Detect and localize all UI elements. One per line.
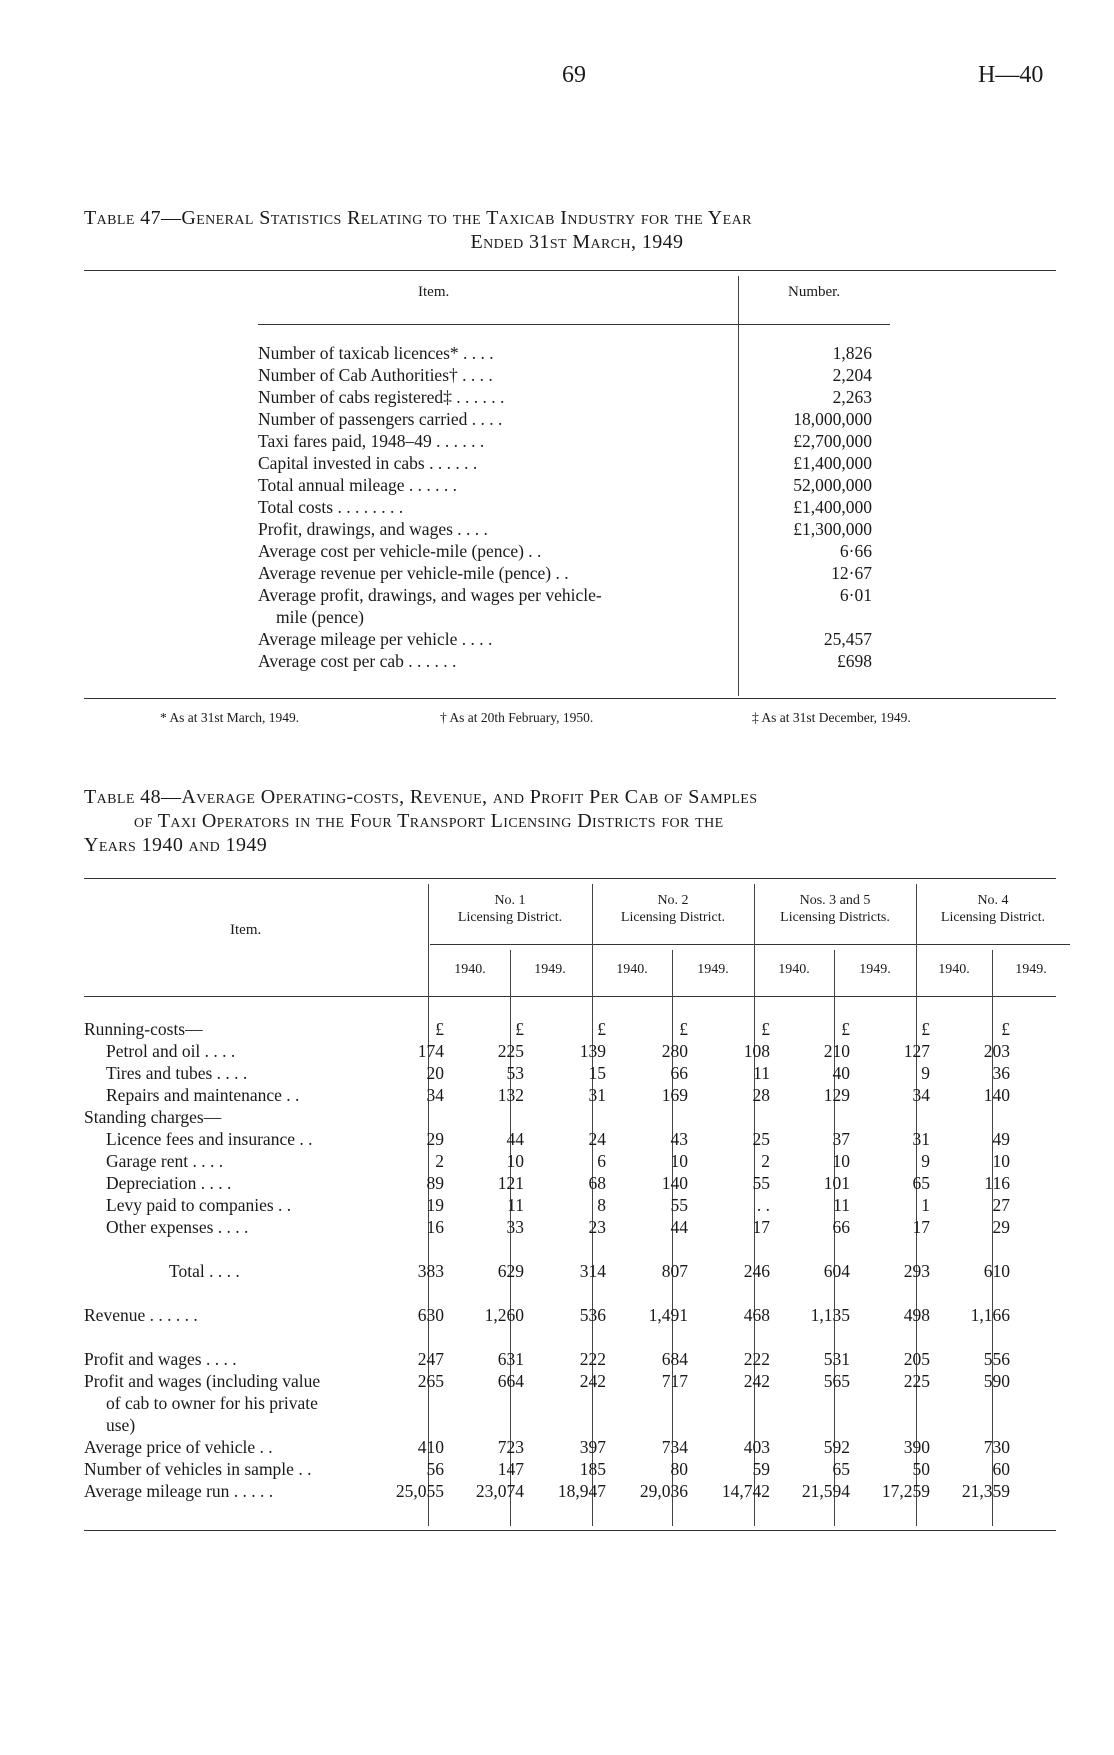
table48-top-rule [84, 878, 1056, 879]
table48-cell: 11 [833, 1195, 850, 1215]
table47-row-label: Total annual mileage . . . . . . [258, 475, 457, 495]
table48-cell: 60 [992, 1459, 1010, 1479]
table48-cell: 33 [506, 1217, 524, 1237]
table47-row-value: £698 [837, 651, 872, 671]
table48-cell: 15 [588, 1063, 606, 1083]
table48-cell: 630 [417, 1305, 444, 1325]
table48-cell: 56 [426, 1459, 444, 1479]
table48-cell: 17,259 [881, 1481, 930, 1501]
table48-cell: 59 [752, 1459, 770, 1479]
table47-row-label: Number of taxicab licences* . . . . [258, 343, 494, 363]
table47-row-value: 6·66 [839, 541, 872, 561]
table47-row-label: Average revenue per vehicle-mile (pence) . . [258, 563, 569, 583]
table47-row-value: 25,457 [823, 629, 872, 649]
table48-cell: 25 [752, 1129, 770, 1149]
table48-row-label: Levy paid to companies . . [106, 1195, 292, 1215]
table48-cell: 185 [579, 1459, 606, 1479]
table47-row-value: 6·01 [839, 585, 872, 605]
table48-cell: 1,166 [970, 1305, 1010, 1325]
table47-footnote-1: * As at 31st March, 1949. [160, 710, 300, 725]
table48-district-2-line1: No. 2 [657, 893, 689, 908]
table48-cell: 36 [992, 1063, 1010, 1083]
table48-cell: 116 [984, 1173, 1010, 1193]
table48-cell: 684 [661, 1349, 688, 1369]
table48-district-2 [592, 892, 754, 926]
table48-cell: 265 [417, 1371, 444, 1391]
table48-cell: 129 [823, 1085, 850, 1105]
table48-row-label: Average mileage run . . . . . [84, 1481, 274, 1501]
table48-cell: 50 [912, 1459, 930, 1479]
table48-row-label: Revenue . . . . . . [84, 1305, 198, 1325]
table48-cell: 139 [579, 1041, 606, 1061]
table48-row-label: Depreciation . . . . [106, 1173, 232, 1193]
table48-cell: 43 [670, 1129, 688, 1149]
table48-cell: 468 [743, 1305, 770, 1325]
table48-cell: 531 [823, 1349, 850, 1369]
table48-cell: 21,594 [801, 1481, 850, 1501]
table48-cell: 225 [903, 1371, 930, 1391]
table48-cell: 1,135 [810, 1305, 850, 1325]
table48-cell: 29 [426, 1129, 444, 1149]
table47-row [258, 452, 872, 474]
table48-row [84, 1128, 1070, 1150]
table48-year-5: 1940. [778, 962, 810, 977]
table48-cell: 24 [588, 1129, 606, 1149]
table48-row-label: Average price of vehicle . . [84, 1437, 273, 1457]
table48-district-1-line2: Licensing District. [457, 910, 563, 925]
table48-district-4-line2: Licensing District. [940, 910, 1046, 925]
table48-cell: 210 [823, 1041, 850, 1061]
table47-row [258, 650, 872, 672]
table48-row [84, 1216, 1070, 1238]
table48-cell: 10 [992, 1151, 1010, 1171]
table48-cell: 44 [670, 1217, 688, 1237]
table47-row-value: £1,400,000 [793, 497, 872, 517]
table48-cell: 14,742 [721, 1481, 770, 1501]
table48-cell: 498 [903, 1305, 930, 1325]
table47-row-label: Number of passengers carried . . . . [258, 409, 503, 429]
table48-row-label: Petrol and oil . . . . [106, 1041, 236, 1061]
table48-year-3: 1940. [616, 962, 648, 977]
table48-cell: 20 [426, 1063, 444, 1083]
table47-body [258, 342, 872, 672]
table48-cell: 664 [497, 1371, 524, 1391]
table48-cell: 610 [983, 1261, 1010, 1281]
table47-row [258, 562, 872, 584]
table48-cell: 31 [912, 1129, 930, 1149]
table48-cell: 17 [912, 1217, 930, 1237]
table48-row [84, 1392, 1070, 1414]
table48-row-label: Profit and wages (including value [84, 1371, 321, 1391]
table47-row-label: Average cost per cab . . . . . . [258, 651, 457, 671]
table48-cell: 40 [832, 1063, 850, 1083]
table48-cell: £ [1001, 1019, 1010, 1039]
table48-cell: £ [921, 1019, 930, 1039]
table48-cell: 629 [497, 1261, 524, 1281]
table48-cell: 6 [597, 1151, 606, 1171]
table48-cell: . . [756, 1195, 770, 1215]
table48-cell: 11 [753, 1063, 770, 1083]
table48-cell: 132 [497, 1085, 524, 1105]
table47-row [258, 430, 872, 452]
table48-cell: 34 [426, 1085, 444, 1105]
table47-row [258, 496, 872, 518]
table48-cell: 55 [752, 1173, 770, 1193]
table48-body [84, 1018, 1070, 1538]
table47-row [258, 584, 872, 628]
table47-row [258, 628, 872, 650]
table48-cell: 1,260 [484, 1305, 524, 1325]
table48-row [84, 1304, 1070, 1326]
table48-cell: 34 [912, 1085, 930, 1105]
table48-cell: 592 [823, 1437, 850, 1457]
table47-row-label: Total costs . . . . . . . . [258, 497, 404, 517]
table48-cell: 2 [761, 1151, 770, 1171]
table48-district-1 [430, 892, 590, 926]
table48-cell: 140 [983, 1085, 1010, 1105]
table48-cell: 89 [426, 1173, 444, 1193]
table48-cell: 383 [417, 1261, 444, 1281]
table48-row [84, 1370, 1070, 1392]
table48-cell: 23,074 [475, 1481, 524, 1501]
table48-bottom-rule [84, 1530, 1056, 1531]
table48-cell: £ [841, 1019, 850, 1039]
table48-cell: 101 [823, 1173, 850, 1193]
table48-cell: 169 [661, 1085, 688, 1105]
table48-cell: 246 [743, 1261, 770, 1281]
table48-row-label: Other expenses . . . . [106, 1217, 249, 1237]
table48-cell: 28 [752, 1085, 770, 1105]
table48-district-3-line2: Licensing Districts. [780, 910, 890, 925]
table47-row-label: Average profit, drawings, and wages per vehicle- [258, 585, 602, 605]
table48-cell: 730 [983, 1437, 1010, 1457]
table48-cell: 19 [426, 1195, 444, 1215]
table48-year-7: 1940. [938, 962, 970, 977]
table48-district-2-line2: Licensing District. [620, 910, 726, 925]
table48-cell: 147 [497, 1459, 524, 1479]
table48-row-label: Profit and wages . . . . [84, 1349, 237, 1369]
table48-row-label: Tires and tubes . . . . [106, 1063, 248, 1083]
table48-row [84, 1260, 1070, 1282]
table48-row [84, 1084, 1070, 1106]
table48-cell: 66 [670, 1063, 688, 1083]
table48-year-8: 1949. [1015, 962, 1047, 977]
table48-row-label: Repairs and maintenance . . [106, 1085, 300, 1105]
table48-cell: 80 [670, 1459, 688, 1479]
table47-header-number: Number. [788, 284, 841, 300]
table48-cell: 734 [661, 1437, 688, 1457]
table47-row [258, 540, 872, 562]
table48-row [84, 1436, 1070, 1458]
document-code: H—40 [978, 62, 1044, 88]
table48-cell: 293 [903, 1261, 930, 1281]
table48-row [84, 1458, 1070, 1480]
table48-cell: 205 [903, 1349, 930, 1369]
table48-row [84, 1348, 1070, 1370]
table47-row-value: 2,263 [832, 387, 872, 407]
table48-row [84, 1194, 1070, 1216]
table48-cell: 29,036 [639, 1481, 688, 1501]
table48-district-4-line1: No. 4 [977, 893, 1009, 908]
table48-cell: 631 [497, 1349, 524, 1369]
table48-cell: 11 [507, 1195, 524, 1215]
table48-cell: 17 [752, 1217, 770, 1237]
table48-title-line2: of Taxi Operators in the Four Transport Licensing Districts for the [134, 810, 724, 832]
table47-row [258, 364, 872, 386]
table48-district-rule [430, 944, 1070, 945]
table48-cell: 565 [823, 1371, 850, 1391]
table48-cell: 21,359 [961, 1481, 1010, 1501]
table48-cell: 29 [992, 1217, 1010, 1237]
table47-row-label: Average cost per vehicle-mile (pence) . . [258, 541, 542, 561]
table47-footnote-3: ‡ As at 31st December, 1949. [752, 710, 911, 725]
table47-row-label-continued: mile (pence) [276, 607, 364, 627]
table48-cell: 9 [921, 1063, 930, 1083]
table47-row-label: Average mileage per vehicle . . . . [258, 629, 493, 649]
table48-cell: 247 [417, 1349, 444, 1369]
table48-cell: 242 [743, 1371, 770, 1391]
table48-row-label: of cab to owner for his private [106, 1393, 318, 1413]
table48-row [84, 1414, 1070, 1436]
table47-row-value: 12·67 [831, 563, 872, 583]
table48-cell: 242 [579, 1371, 606, 1391]
table48-cell: 222 [579, 1349, 606, 1369]
table48-cell: 18,947 [557, 1481, 606, 1501]
table48-cell: £ [679, 1019, 688, 1039]
table47-title-line1: Table 47—General Statistics Relating to the Taxicab Industry for the Year [84, 207, 752, 229]
table48-cell: 66 [832, 1217, 850, 1237]
table48-row [84, 1018, 1070, 1040]
table48-cell: 121 [497, 1173, 524, 1193]
table48-cell: 23 [588, 1217, 606, 1237]
table48-row-label: Garage rent . . . . [106, 1151, 224, 1171]
table48-cell: 108 [743, 1041, 770, 1061]
table48-cell: 604 [823, 1261, 850, 1281]
table48-cell: 410 [417, 1437, 444, 1457]
table48-cell: 222 [743, 1349, 770, 1369]
table47-row-value: £1,400,000 [793, 453, 872, 473]
table48-header-rule [84, 996, 1056, 997]
table48-district-3-line1: Nos. 3 and 5 [799, 893, 871, 908]
table47-row [258, 342, 872, 364]
table48-row [84, 1172, 1070, 1194]
table48-cell: 807 [661, 1261, 688, 1281]
table48-cell: 280 [661, 1041, 688, 1061]
table48-district-4 [916, 892, 1070, 926]
table47-bottom-rule [84, 698, 1056, 699]
table48-cell: £ [597, 1019, 606, 1039]
table48-year-1: 1940. [454, 962, 486, 977]
table48-cell: 44 [506, 1129, 524, 1149]
table48-district-1-line1: No. 1 [494, 893, 526, 908]
table47-row-value: 52,000,000 [793, 475, 872, 495]
table48-cell: 10 [832, 1151, 850, 1171]
table48-cell: 397 [579, 1437, 606, 1457]
table48-cell: 127 [903, 1041, 930, 1061]
table48-cell: 65 [832, 1459, 850, 1479]
table48-cell: £ [761, 1019, 770, 1039]
table47-header-rule [258, 324, 890, 325]
table48-cell: 1,491 [648, 1305, 688, 1325]
table48-year-2: 1949. [534, 962, 566, 977]
table47-footnote-2: † As at 20th February, 1950. [440, 710, 594, 725]
table47-row-label: Number of cabs registered‡ . . . . . . [258, 387, 505, 407]
table48-cell: £ [515, 1019, 524, 1039]
table48-cell: 390 [903, 1437, 930, 1457]
table47-row [258, 408, 872, 430]
table48-row-label: use) [106, 1415, 136, 1435]
table48-cell: 9 [921, 1151, 930, 1171]
table48-cell: 53 [506, 1063, 524, 1083]
table48-cell: 27 [992, 1195, 1010, 1215]
table48-year-4: 1949. [697, 962, 729, 977]
table48-row-label: Licence fees and insurance . . [106, 1129, 313, 1149]
table48-row [84, 1480, 1070, 1502]
table48-cell: 536 [579, 1305, 606, 1325]
table47-row [258, 518, 872, 540]
table48-title [84, 785, 1070, 857]
table47-row-label: Profit, drawings, and wages . . . . [258, 519, 488, 539]
table48-cell: 1 [921, 1195, 930, 1215]
table48-cell: 314 [579, 1261, 606, 1281]
table47-row-value: 2,204 [832, 365, 872, 385]
table48-cell: 65 [912, 1173, 930, 1193]
table48-cell: 25,055 [395, 1481, 444, 1501]
table48-cell: £ [435, 1019, 444, 1039]
page-number: 69 [562, 62, 586, 88]
table48-cell: 403 [743, 1437, 770, 1457]
table48-cell: 723 [497, 1437, 524, 1457]
table48-row-label: Standing charges— [84, 1107, 222, 1127]
table48-cell: 55 [670, 1195, 688, 1215]
table48-row [84, 1062, 1070, 1084]
table48-cell: 140 [661, 1173, 688, 1193]
table48-cell: 225 [497, 1041, 524, 1061]
table48-title-line3: Years 1940 and 1949 [84, 834, 268, 856]
table48-title-line1: Table 48—Average Operating-costs, Revenue, and Profit Per Cab of Samples [84, 786, 758, 808]
table47-row-value: 18,000,000 [793, 409, 872, 429]
table48-cell: 10 [506, 1151, 524, 1171]
table48-row-label: Number of vehicles in sample . . [84, 1459, 312, 1479]
table47-title-line2: Ended 31st March, 1949 [470, 231, 684, 253]
table48-cell: 16 [426, 1217, 444, 1237]
table48-cell: 10 [670, 1151, 688, 1171]
table47-row-label: Number of Cab Authorities† . . . . [258, 365, 493, 385]
table47-row-label: Taxi fares paid, 1948–49 . . . . . . [258, 431, 485, 451]
table48-cell: 2 [435, 1151, 444, 1171]
table48-row [84, 1040, 1070, 1062]
table48-cell: 49 [992, 1129, 1010, 1149]
table48-district-3 [754, 892, 916, 926]
table48-cell: 556 [983, 1349, 1010, 1369]
table47-row-value: 1,826 [832, 343, 872, 363]
table48-row-label: Total . . . . [169, 1261, 240, 1281]
table47-top-rule [84, 270, 1056, 271]
table48-cell: 8 [597, 1195, 606, 1215]
table48-cell: 174 [417, 1041, 444, 1061]
table47-row-value: £1,300,000 [793, 519, 872, 539]
table48-cell: 590 [983, 1371, 1010, 1391]
table48-cell: 68 [588, 1173, 606, 1193]
table47-row [258, 386, 872, 408]
table48-cell: 31 [588, 1085, 606, 1105]
table48-row-label: Running-costs— [84, 1019, 203, 1039]
table48-year-6: 1949. [859, 962, 891, 977]
table47-row-value: £2,700,000 [793, 431, 872, 451]
table48-cell: 203 [983, 1041, 1010, 1061]
table47-header-item: Item. [418, 284, 450, 300]
table48-header-item: Item. [230, 922, 262, 938]
table48-row [84, 1150, 1070, 1172]
table48-cell: 717 [661, 1371, 688, 1391]
table47-row [258, 474, 872, 496]
table47-row-label: Capital invested in cabs . . . . . . [258, 453, 478, 473]
table47-title [84, 206, 1070, 254]
table48-cell: 37 [832, 1129, 850, 1149]
table48-row [84, 1106, 1070, 1128]
